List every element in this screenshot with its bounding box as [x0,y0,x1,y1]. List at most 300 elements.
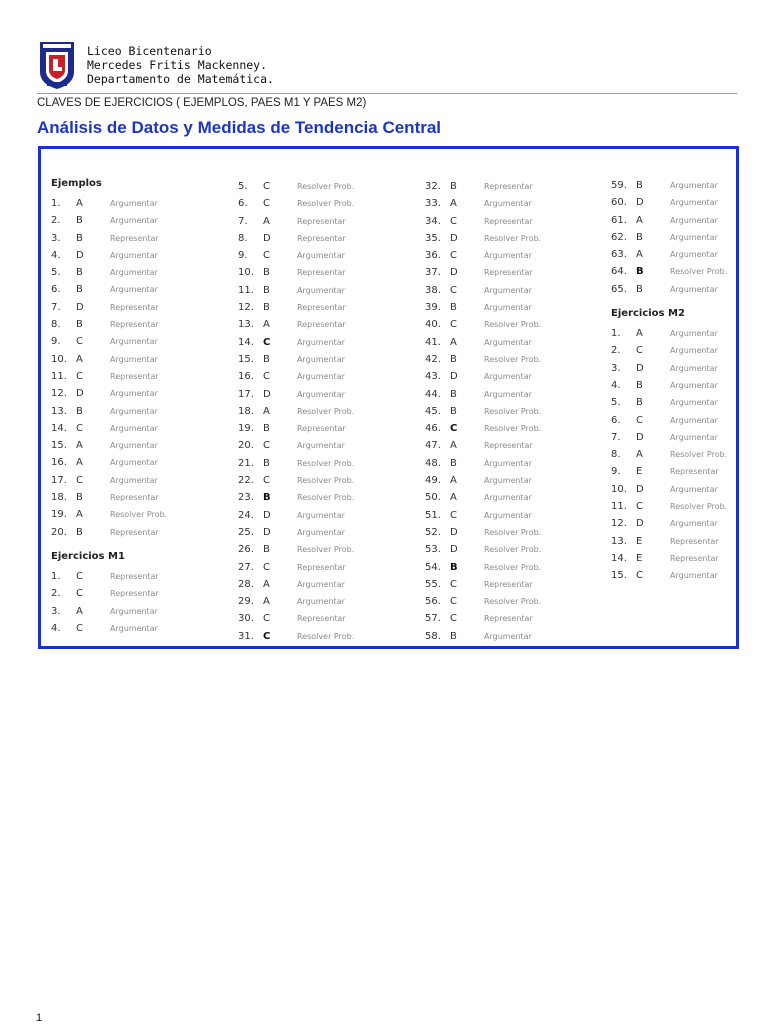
answer-letter: D [76,388,84,400]
answer-letter: B [76,526,83,538]
answer-letter: B [263,284,270,296]
question-number: 3. [51,605,61,617]
question-number: 6. [51,284,61,296]
skill-label: Argumentar [670,329,718,339]
question-number: 27. [238,561,254,573]
skill-label: Argumentar [110,389,158,399]
question-number: 12. [51,388,67,400]
skill-label: Representar [484,182,533,191]
question-number: 21. [238,457,254,469]
answer-letter: C [450,423,458,435]
answer-row [51,227,167,244]
question-number: 11. [611,501,627,513]
skill-label: Argumentar [110,354,158,364]
answer-row [51,565,167,582]
skill-label: Representar [484,614,533,624]
answer-row [238,504,354,521]
skill-label: Argumentar [670,484,718,494]
question-number: 14. [611,552,627,564]
skill-label: Resolver Prob. [297,493,355,503]
skill-label: Argumentar [297,251,345,261]
answer-row [425,175,541,192]
answer-row [238,625,354,642]
answer-letter: C [263,181,270,192]
answer-row [238,210,354,227]
answer-row [425,244,541,261]
skill-label: Argumentar [110,199,158,208]
answer-row [51,617,167,634]
question-number: 2. [51,588,61,600]
question-number: 60. [611,197,627,209]
question-number: 7. [51,301,61,313]
answer-letter: A [76,440,83,452]
question-number: 56. [425,596,441,608]
answer-letter: B [450,388,457,400]
question-number: 18. [238,405,254,417]
skill-label: Resolver Prob. [484,597,542,607]
answer-row [238,590,354,607]
skill-label: Resolver Prob. [484,320,542,330]
answer-row [51,313,167,330]
answer-letter: C [76,474,83,486]
skill-label: Representar [297,424,346,434]
answer-row [51,296,167,313]
question-number: 5. [611,397,621,409]
answer-letter: B [636,266,644,278]
answer-letter: E [636,466,643,478]
answer-row [425,313,541,330]
question-number: 33. [425,198,441,210]
question-number: 12. [611,518,627,530]
answer-letter: D [636,197,644,209]
skill-label: Argumentar [297,441,345,451]
answer-letter: D [450,544,458,556]
question-number: 32. [425,181,441,192]
column-1 [51,175,167,634]
skill-label: Representar [110,302,159,312]
skill-label: Resolver Prob. [297,476,355,486]
question-number: 16. [238,371,254,383]
skill-label: Representar [484,268,533,278]
question-number: 8. [238,232,248,244]
question-number: 4. [51,249,61,261]
question-number: 23. [238,492,254,504]
answer-row [51,400,167,417]
answer-row [51,582,167,599]
skill-label: Argumentar [110,623,158,633]
answer-row [51,278,167,295]
answer-letter: A [263,596,270,608]
answer-letter: E [636,535,643,547]
skill-label: Representar [110,589,159,599]
question-number: 9. [611,466,621,478]
skill-label: Representar [297,562,346,572]
section-heading: Ejercicios M2 [611,308,685,320]
answer-letter: B [263,544,270,556]
skill-label: Argumentar [670,571,718,581]
answer-letter: A [450,475,457,487]
answer-letter: C [76,570,83,582]
answer-row [238,192,354,209]
question-number: 12. [238,302,254,314]
answer-letter: D [636,483,644,495]
answer-row [238,279,354,296]
answer-letter: A [263,405,270,417]
skill-label: Argumentar [670,363,718,373]
answer-letter: B [263,267,270,279]
answer-letter: C [76,370,83,382]
question-number: 1. [51,198,61,209]
answer-row [238,244,354,261]
skill-label: Representar [670,536,719,546]
skill-label: Argumentar [110,216,158,226]
skill-label: Resolver Prob. [297,182,355,191]
answer-row [611,357,727,374]
question-number: 30. [238,613,254,625]
skill-label: Argumentar [297,372,345,382]
question-number: 64. [611,266,627,278]
answer-row [611,226,727,243]
question-number: 22. [238,475,254,487]
skill-label: Argumentar [670,380,718,390]
answer-letter: A [263,215,270,227]
answer-letter: B [263,492,271,504]
answer-row [238,331,354,348]
question-number: 51. [425,509,441,521]
skill-label: Resolver Prob. [484,562,542,572]
skill-label: Resolver Prob. [670,502,728,512]
answer-letter: B [76,319,83,331]
answer-row [51,600,167,617]
question-number: 17. [238,388,254,400]
skill-label: Resolver Prob. [297,631,355,641]
answer-row [611,278,727,295]
answer-row [425,365,541,382]
answer-row [425,400,541,417]
answer-row [611,564,727,581]
answer-row [425,607,541,624]
question-number: 13. [238,319,254,331]
skill-label: Argumentar [484,631,532,641]
answer-row [425,417,541,434]
question-number: 7. [611,431,621,443]
answer-row [425,434,541,451]
header-divider [37,93,737,94]
answer-letter: B [450,302,457,314]
column-4 [611,174,727,582]
school-name-block [87,44,274,86]
skill-label: Argumentar [484,389,532,399]
skill-label: Representar [297,216,346,226]
school-crest-logo [37,38,77,90]
answer-row [238,365,354,382]
question-number: 44. [425,388,441,400]
answer-row [51,503,167,520]
answer-row [425,296,541,313]
answer-row [425,452,541,469]
skill-label: Representar [297,614,346,624]
answer-letter: D [263,388,271,400]
skill-label: Argumentar [670,215,718,225]
skill-label: Argumentar [484,285,532,295]
skill-label: Representar [110,233,159,243]
answer-row [611,478,727,495]
answer-letter: A [263,319,270,331]
answer-letter: C [450,250,457,262]
question-number: 10. [51,353,67,365]
answer-letter: B [450,561,458,573]
answer-letter: A [263,578,270,590]
answer-row [611,495,727,512]
skill-label: Argumentar [484,476,532,486]
question-number: 46. [425,423,441,435]
skill-label: Representar [110,320,159,330]
answer-letter: A [450,440,457,452]
skill-label: Argumentar [484,251,532,261]
question-number: 45. [425,405,441,417]
answer-row [611,191,727,208]
answer-letter: B [636,231,643,243]
question-number: 24. [238,509,254,521]
answer-row [611,547,727,564]
answer-row [51,365,167,382]
answer-letter: B [76,267,83,279]
skill-label: Argumentar [297,527,345,537]
skill-label: Representar [110,571,159,581]
question-number: 16. [51,457,67,469]
answer-row [611,512,727,529]
question-number: 5. [238,181,248,192]
answer-letter: D [450,371,458,383]
skill-label: Argumentar [297,597,345,607]
answer-letter: C [263,198,270,210]
answer-row [238,227,354,244]
question-number: 3. [611,362,621,374]
answer-row [611,460,727,477]
question-number: 1. [611,328,621,340]
answer-letter: A [76,198,83,209]
question-number: 37. [425,267,441,279]
answer-row [238,521,354,538]
skill-label: Argumentar [297,579,345,589]
answer-letter: C [636,345,643,357]
column-2 [238,175,354,642]
answer-row [51,261,167,278]
skill-label: Argumentar [484,510,532,520]
question-number: 9. [51,336,61,348]
answer-row [611,391,727,408]
skill-label: Resolver Prob. [297,545,355,555]
skill-label: Argumentar [110,475,158,485]
answer-row [611,426,727,443]
answer-letter: C [636,501,643,513]
answer-letter: D [76,301,84,313]
question-number: 15. [238,353,254,365]
question-number: 4. [51,622,61,634]
question-number: 2. [51,215,61,227]
question-number: 53. [425,544,441,556]
skill-label: Argumentar [110,606,158,616]
answer-letter: A [76,353,83,365]
question-number: 62. [611,231,627,243]
department-name: Departamento de Matemática. [87,72,274,86]
answer-row [238,607,354,624]
question-number: 63. [611,249,627,261]
question-number: 11. [51,370,67,382]
skill-label: Resolver Prob. [297,458,355,468]
question-number: 26. [238,544,254,556]
answer-letter: B [263,353,270,365]
answer-row [425,348,541,365]
answer-letter: A [76,605,83,617]
answer-letter: C [263,371,270,383]
answer-row [611,260,727,277]
answer-row [425,590,541,607]
question-number: 18. [51,492,67,504]
skill-label: Resolver Prob. [297,199,355,209]
skill-label: Argumentar [110,458,158,468]
question-number: 34. [425,215,441,227]
skill-label: Resolver Prob. [484,424,542,434]
answer-letter: C [450,613,457,625]
answer-letter: C [636,570,643,582]
answer-row [611,409,727,426]
answer-letter: C [263,630,271,642]
answer-letter: B [263,423,270,435]
answer-letter: C [263,561,270,573]
skill-label: Argumentar [670,432,718,442]
answer-row [51,434,167,451]
answer-row [51,486,167,503]
answer-letter: A [450,198,457,210]
skill-label: Representar [110,371,159,381]
answer-row [51,209,167,226]
answer-letter: A [636,449,643,461]
answer-row [238,573,354,590]
skill-label: Argumentar [484,199,532,209]
answer-row [51,417,167,434]
answer-letter: C [76,422,83,434]
answer-row [238,383,354,400]
question-number: 65. [611,283,627,295]
question-number: 5. [51,267,61,279]
answer-letter: B [636,180,643,191]
question-number: 31. [238,630,254,642]
answer-row [238,261,354,278]
answer-row [238,486,354,503]
skill-label: Resolver Prob. [297,406,355,416]
skill-label: Resolver Prob. [484,406,542,416]
question-number: 35. [425,232,441,244]
question-number: 7. [238,215,248,227]
skill-label: Argumentar [670,415,718,425]
answer-row [611,339,727,356]
answer-letter: D [263,232,271,244]
answer-row [238,469,354,486]
answer-letter: C [450,578,457,590]
skill-label: Resolver Prob. [484,545,542,555]
skill-label: Argumentar [110,441,158,451]
answer-letter: B [450,457,457,469]
skill-label: Argumentar [484,458,532,468]
answer-letter: C [76,336,83,348]
question-number: 48. [425,457,441,469]
answer-row [611,209,727,226]
answer-letter: A [76,509,83,521]
skill-label: Argumentar [110,268,158,278]
question-number: 43. [425,371,441,383]
answer-letter: D [263,526,271,538]
question-number: 54. [425,561,441,573]
question-number: 10. [611,483,627,495]
answer-letter: B [76,405,83,417]
question-number: 25. [238,526,254,538]
answer-letter: C [263,440,270,452]
question-number: 14. [238,336,254,348]
answer-letter: A [450,336,457,348]
answer-row [238,452,354,469]
skill-label: Resolver Prob. [484,233,542,243]
answer-row [425,556,541,573]
answer-letter: B [76,215,83,227]
answer-letter: A [636,249,643,261]
answer-letter: B [636,379,643,391]
answer-letter: C [76,622,83,634]
answer-row [611,374,727,391]
answer-letter: A [76,457,83,469]
answer-row [238,538,354,555]
answer-row [425,331,541,348]
answer-row [51,451,167,468]
answer-row [425,538,541,555]
answer-letter: D [636,431,644,443]
skill-label: Argumentar [484,493,532,503]
answer-letter: D [450,526,458,538]
answer-letter: A [636,328,643,340]
question-number: 41. [425,336,441,348]
question-number: 19. [238,423,254,435]
skill-label: Argumentar [297,285,345,295]
answer-letter: C [76,588,83,600]
answer-letter: C [263,250,270,262]
answer-row [425,625,541,642]
answer-key-box [38,146,739,649]
answer-letter: D [636,362,644,374]
question-number: 52. [425,526,441,538]
skill-label: Argumentar [297,510,345,520]
answer-row [611,530,727,547]
answer-row [425,227,541,244]
answer-letter: B [450,405,457,417]
skill-label: Representar [110,493,159,503]
question-number: 15. [611,570,627,582]
question-number: 2. [611,345,621,357]
answer-letter: E [636,552,643,564]
answer-letter: C [450,319,457,331]
answer-letter: B [76,284,83,296]
answer-letter: C [450,215,457,227]
column-3 [425,175,541,642]
question-number: 13. [51,405,67,417]
question-number: 20. [238,440,254,452]
skill-label: Argumentar [110,250,158,260]
answer-row [611,443,727,460]
skill-label: Argumentar [670,346,718,356]
answer-letter: C [636,414,643,426]
section-heading: Ejemplos [51,178,102,189]
question-number: 20. [51,526,67,538]
skill-label: Argumentar [297,389,345,399]
